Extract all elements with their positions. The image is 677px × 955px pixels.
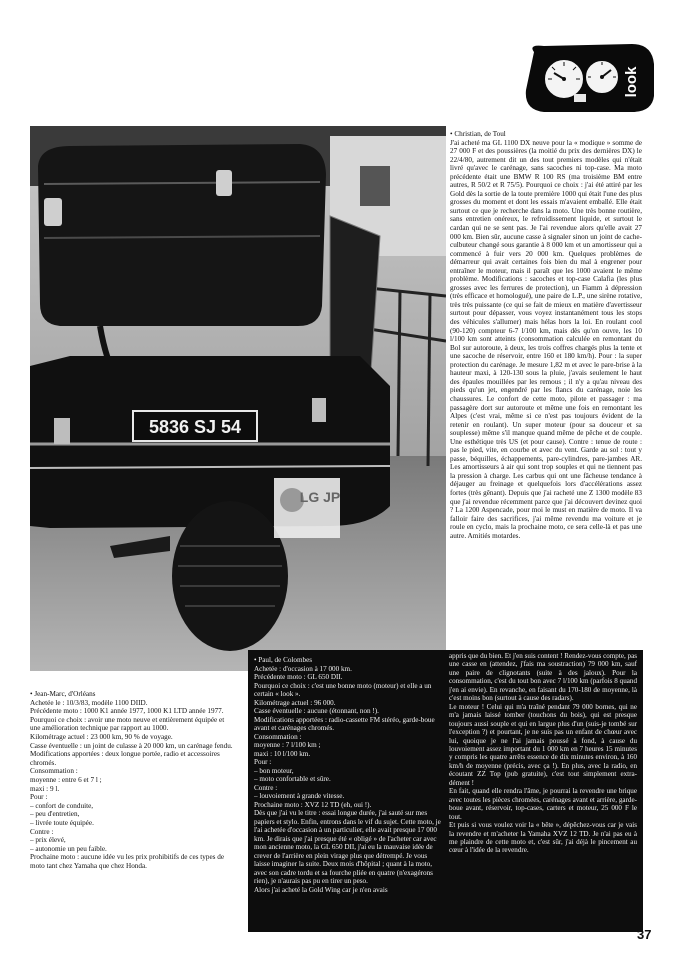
- testimonial-body: Achetée : d'occasion à 17 000 km. Précédente moto : GL 650 DII. Pourquoi ce choix : c'est une bonne moto (moteur) et elle a un certain « look ». Kilométrage actuel : 96 000. Casse éventuelle : aucune (étonnant, non !). Modifications apportées : radio-cassette FM stéréo, garde-boue avant et carénages chromés. Consommation : moyenne : 7 l/100 km ; maxi : 10 l/100 km. Pour : – bon moteur, – moto confortable et sûre. Contre : – louvoiement à grande vitesse. Prochaine moto : XVZ 12 TD (eh, oui !). Dès que j'ai vu le titre : essai longue durée, j'ai sauté sur mes papiers et stylo. Enfin, entrons dans le vif du sujet. Cette moto, je l'ai achetée d'occasion à un particulier, elle avait presque 17 000 km. Je dirais que j'ai presque été « obligé » de l'acheter car avec mon ancienne moto, la GL 650 DII, j'ai eu la mauvaise idée de crever de l'arrière en plein virage plus que détrempé. Je vous laisse imaginer la suite. Deux mois d'hôpital ; quant à la moto, avec son cadre tordu et sa fourche pliée en quatre (n'exagérons rien), je n'aurais pas pu en tirer un peso. Alors j'ai acheté la Gold Wing car je n'en avais: [254, 664, 441, 894]
- license-plate: 5836 SJ 54: [148, 417, 242, 437]
- testimonial-jean-marc: [30, 690, 235, 922]
- testimonial-heading: • Jean-Marc, d'Orléans: [30, 690, 96, 698]
- page-number: 37: [637, 927, 652, 942]
- testimonial-body: appris que du bien. Et j'en suis content ! Rendez-vous compte, pas une casse en (attendez, j'fais ma soustraction) 79 000 km, sauf une paire de clignotants (suite à des jaloux). Pour la consommation, c'est du tout bon avec 7 l/100 km (parfois 8 quand j'en ai envie). En revanche, en faisant du 170-180 de moyenne, là c'est moins bon (surtout à cause des radars). Le moteur ! Celui qui m'a traîné pendant 79 000 bornes, qui ne m'a jamais laissé tomber (touchons du bois), qui est presque toujours aussi souple et qui en largue plus d'un (suis-je tombé sur l'exception ?) et pourtant, je ne suis pas un enfant de chœur avec lui, quoique je ne l'ai jamais poussé à fond, à cause du louvoiement assez important du 1 000 km en 7 heures 15 minutes y compris les quatre arrêts essence de dix minutes environ, à 160 km/h de moyenne (précis, avec ça !). En plus, avec la radio, en écoutant ZZ Top (pub gratuite), c'est tout simplement extra-dément ! En fait, quand elle rendra l'âme, je pourrai la revendre une brique avec toutes les pièces chromées, carénages avant et arrière, garde-boue avant, réservoir, top-cases, carters et moteur, 25 000 F le tout. Et puis si vous voulez voir la « bête », dépêchez-vous car je vais la revendre et m'acheter la Yamaha XVZ 12 TD. Je n'ai pas eu à me plaindre de cette moto et, c'est sûr, j'ai déjà le pincement au cœur à l'idée de la revendre.: [449, 652, 637, 855]
- svg-text:look: look: [623, 66, 640, 98]
- testimonial-body: J'ai acheté ma GL 1100 DX neuve pour la « modique » somme de 27 000 F et des poussières (la moitié du prix des dernières DX) le 22/4/80, autrement dit un des tout premiers modèles qui n'était livré qu'avec le carénage, sans sacoches ni top-case. Ma moto précédente était une BMW R 100 RS (ma troisième BM entre autres, R 50/2 et R 75/5). Pourquoi ce choix : j'ai été attiré par les Gold dès la sortie de la toute première 1000 qui était l'une des plus grosses du moment et dont les essais m'avaient emballé. Elle était surtout ce que je recherche dans la moto. Une très bonne routière, sans entretien onéreux, le refroidissement liquide, et surtout le cardan qui ne se sent pas. Je l'ai revendue alors qu'elle avait 27 000 km. Bien sûr, aucune casse à signaler sinon un joint de cache-culbuteur changé sous garantie à 8 000 km et un amortisseur qui a commencé à fuir vers 20 000 km. Quelques problèmes de démarreur qui avait certaines fois bien du mal à engrener pour entraîner le moteur, mais il paraît que les 1000 avaient le même problème. Modifications : sacoches et top-case Calafia (les plus grosses avec les ferrures de protection), un Fiamm à dépression (très efficace et homologué), une paire de L.P., une sirène rotative, très très puissante (ce qui se fait de mieux en matière d'avertisseur surtout pour dépasser, vous voyez instantanément tous les stops des véhicules s'allumer) mais hélas hors la loi. En roulant cool (90-120) compteur 6-7 l/100 km, mais dès qu'on ouvre, les 10 l/100 km sont atteints (consommation calculée en remontant du Bol sur autoroute, à deux, les trois coffres chargés plus la tente et une sacoche de réservoir, entre 160 et 180 km/h). Pour : la super protection du carénage. Je mesure 1,82 m et avec le pare-brise à la hauteur maxi, à 120-130 sous la pluie, j'avais seulement le haut des épaules mouillées par les remous ; il n'y a qu'au niveau des pieds qu'un jet, engendré par les flancs du carénage, noie les chaussures. Le confort de cette moto, pilote et passager : ma passagère dort sur autoroute et même une fois en remontant les Alpes (c'est vrai, même si ce n'est pas toujours évident de la retenir en roulant). Un super moteur (pour sa douceur et sa souplesse) même s'il manque quand même de pêche et de couple. Une esthétique très US (et pour cause). Contre : tenue de route : pas le pied, vite, en courbe et avec du vent. Garde au sol : tout y passe, béquilles, échappements, pare-cylindres, pare-jambes AR. Les amortisseurs à air qui sont trop souples et qui ne tiennent pas la pression à charge. Les carbus qui ont une fâcheuse tendance à déjauger au freinage et quelquefois lors d'accélérations assez fortes (très gênant). Depuis que j'ai racheté une Z 1300 modèle 83 que j'ai revendue récemment parce que j'ai découvert devinez quoi ? La 1200 Aspencade, pour moi le must en matière de moto. Il va falloir faire des sacrifices, j'ai même revendu ma voiture et je roule en cyclo, mais la prochaine moto, ce sera celle-là et pas une autre. Amitiés motardes.: [450, 138, 642, 540]
- testimonial-heading: • Paul, de Colombes: [254, 656, 313, 664]
- testimonial-heading: • Christian, de Toul: [450, 130, 506, 138]
- watermark: LG JP: [299, 489, 341, 505]
- look-logo: [520, 42, 658, 114]
- testimonial-paul: [254, 656, 444, 926]
- testimonial-body: Achetée le : 10/3/83, modèle 1100 DIID. Précédente moto : 1000 K1 année 1977, 1000 K1 LTD année 1977. Pourquoi ce choix : avoir une moto neuve et entièrement équipée et une amélioration technique par rapport au 1000. Kilométrage actuel : 23 000 km, 90 % de voyage. Casse éventuelle : un joint de culasse à 20 000 km, un carénage fendu. Modifications apportées : deux longue portée, radio et accessoires chromés. Consommation : moyenne : entre 6 et 7 l ; maxi : 9 l. Pour : – confort de conduite, – peu d'entretien, – livrée toute équipée. Contre : – prix élevé, – autonomie un peu faible. Prochaine moto : aucune idée vu les prix prohibitifs de ces types de moto tant chez Yamaha que chez Honda.: [30, 698, 233, 870]
- testimonial-christian: [450, 130, 642, 670]
- motorcycle-photo: [30, 126, 446, 671]
- testimonial-paul-continued: [449, 652, 637, 928]
